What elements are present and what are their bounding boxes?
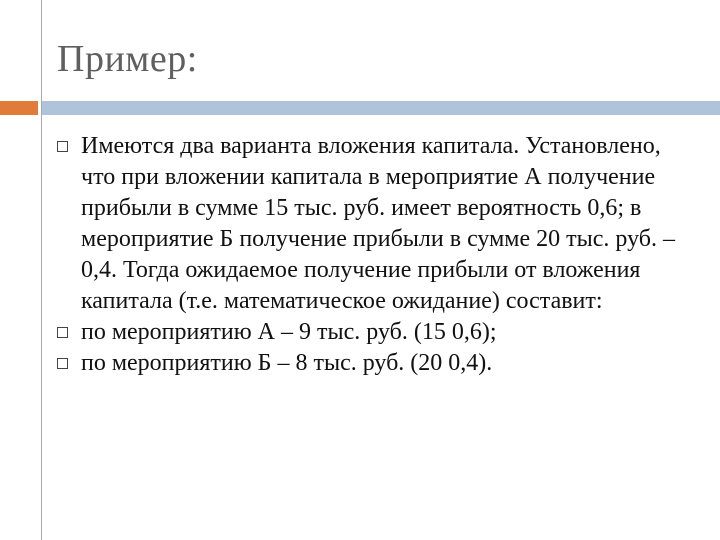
title-accent-bar (0, 101, 38, 115)
bullet-text: по мероприятию Б – 8 тыс. руб. (20 0,4). (81, 350, 493, 376)
slide-vertical-rule (41, 0, 42, 540)
square-bullet-icon (57, 327, 68, 338)
square-bullet-icon (57, 141, 68, 152)
slide-title: Пример: (57, 38, 198, 80)
bullet-list (55, 131, 695, 379)
bullet-text: по мероприятию А – 9 тыс. руб. (15 0,6); (81, 319, 497, 345)
bullet-item (55, 131, 695, 317)
bullet-text: Имеются два варианта вложения капитала. Установлено, что при вложении капитала в мероприятие А получение прибыли в сумме 15 тыс. руб. имеет вероятность 0,6; в мероприятие Б получение прибыли в сумме 20 тыс. руб. – 0,4. Тогда ожидаемое получение прибыли от вложения капитала (т.е. математическое ожидание) составит: (81, 133, 675, 314)
title-divider-bar (42, 101, 720, 115)
bullet-item (55, 317, 695, 348)
square-bullet-icon (57, 358, 68, 369)
bullet-item (55, 348, 695, 379)
